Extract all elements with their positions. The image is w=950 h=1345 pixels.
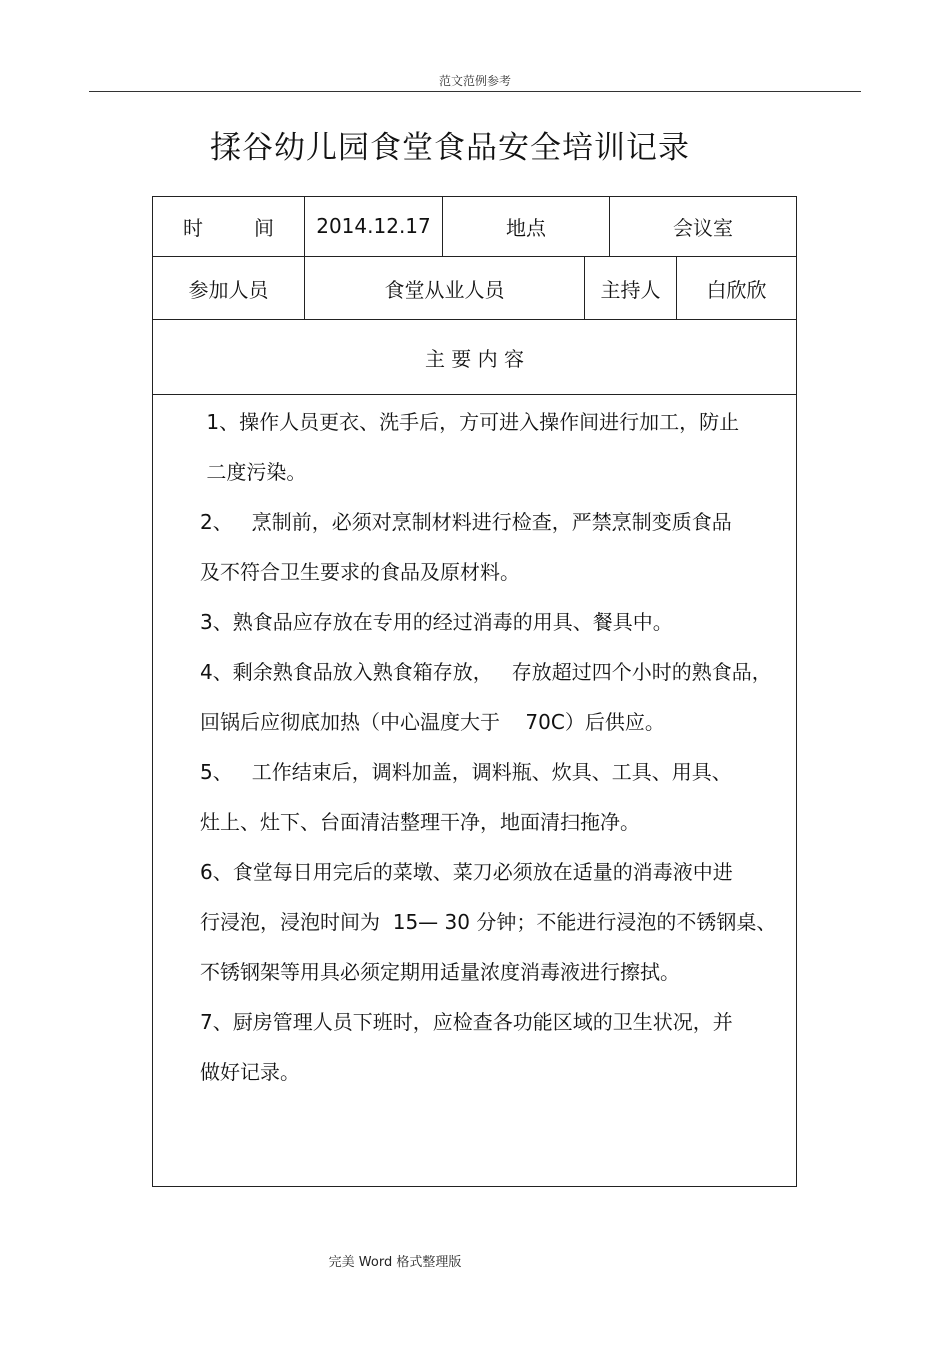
time-label-cell — [153, 196, 304, 256]
page-footer: 完美 Word 格式整理版 — [328, 1255, 462, 1270]
content-line: 2、 烹制前，必须对烹制材料进行检查，严禁烹制变质食品 — [200, 510, 732, 534]
time-label-char: 时 — [183, 215, 203, 240]
table-border-bottom — [152, 1186, 797, 1187]
host-value: 白欣欣 — [706, 277, 767, 302]
document-title: 揉谷幼儿园食堂食品安全培训记录 — [210, 130, 690, 166]
content-line: 二度污染。 — [200, 460, 307, 484]
date-value: 2014.12.17 — [316, 214, 431, 238]
content-line: 7、厨房管理人员下班时，应检查各功能区域的卫生状况，并 — [200, 1010, 733, 1034]
content-line: 1、操作人员更衣、洗手后，方可进入操作间进行加工，防止 — [200, 410, 740, 434]
page-header: 范文范例参考 — [438, 74, 511, 88]
place-value: 会议室 — [673, 215, 733, 240]
place-label: 地点 — [506, 215, 546, 240]
content-line: 做好记录。 — [200, 1060, 300, 1084]
content-line: 及不符合卫生要求的食品及原材料。 — [200, 560, 520, 584]
content-line: 5、 工作结束后，调料加盖，调料瓶、炊具、工具、用具、 — [200, 760, 732, 784]
content-line: 灶上、灶下、台面清洁整理干净，地面清扫拖净。 — [200, 810, 640, 834]
header-rule — [89, 91, 861, 92]
content-line: 4、剩余熟食品放入熟食箱存放， 存放超过四个小时的熟食品， — [200, 660, 772, 684]
host-label: 主持人 — [600, 277, 661, 302]
participants-label: 参加人员 — [188, 277, 269, 302]
content-line: 不锈钢架等用具必须定期用适量浓度消毒液进行擦拭。 — [200, 960, 680, 984]
time-label-char: 间 — [254, 215, 274, 240]
participants-value: 食堂从业人员 — [384, 277, 505, 302]
content-line: 回锅后应彻底加热（中心温度大于 70C）后供应。 — [200, 710, 665, 734]
section-title: 主 要 内 容 — [424, 346, 525, 371]
table-border-right — [796, 196, 797, 1187]
content-line: 行浸泡，浸泡时间为 15— 30 分钟；不能进行浸泡的不锈钢桌、 — [200, 910, 777, 934]
content-line: 3、熟食品应存放在专用的经过消毒的用具、餐具中。 — [200, 610, 673, 634]
table-row-divider — [152, 394, 797, 395]
content-line: 6、食堂每日用完后的菜墩、菜刀必须放在适量的消毒液中进 — [200, 860, 733, 884]
